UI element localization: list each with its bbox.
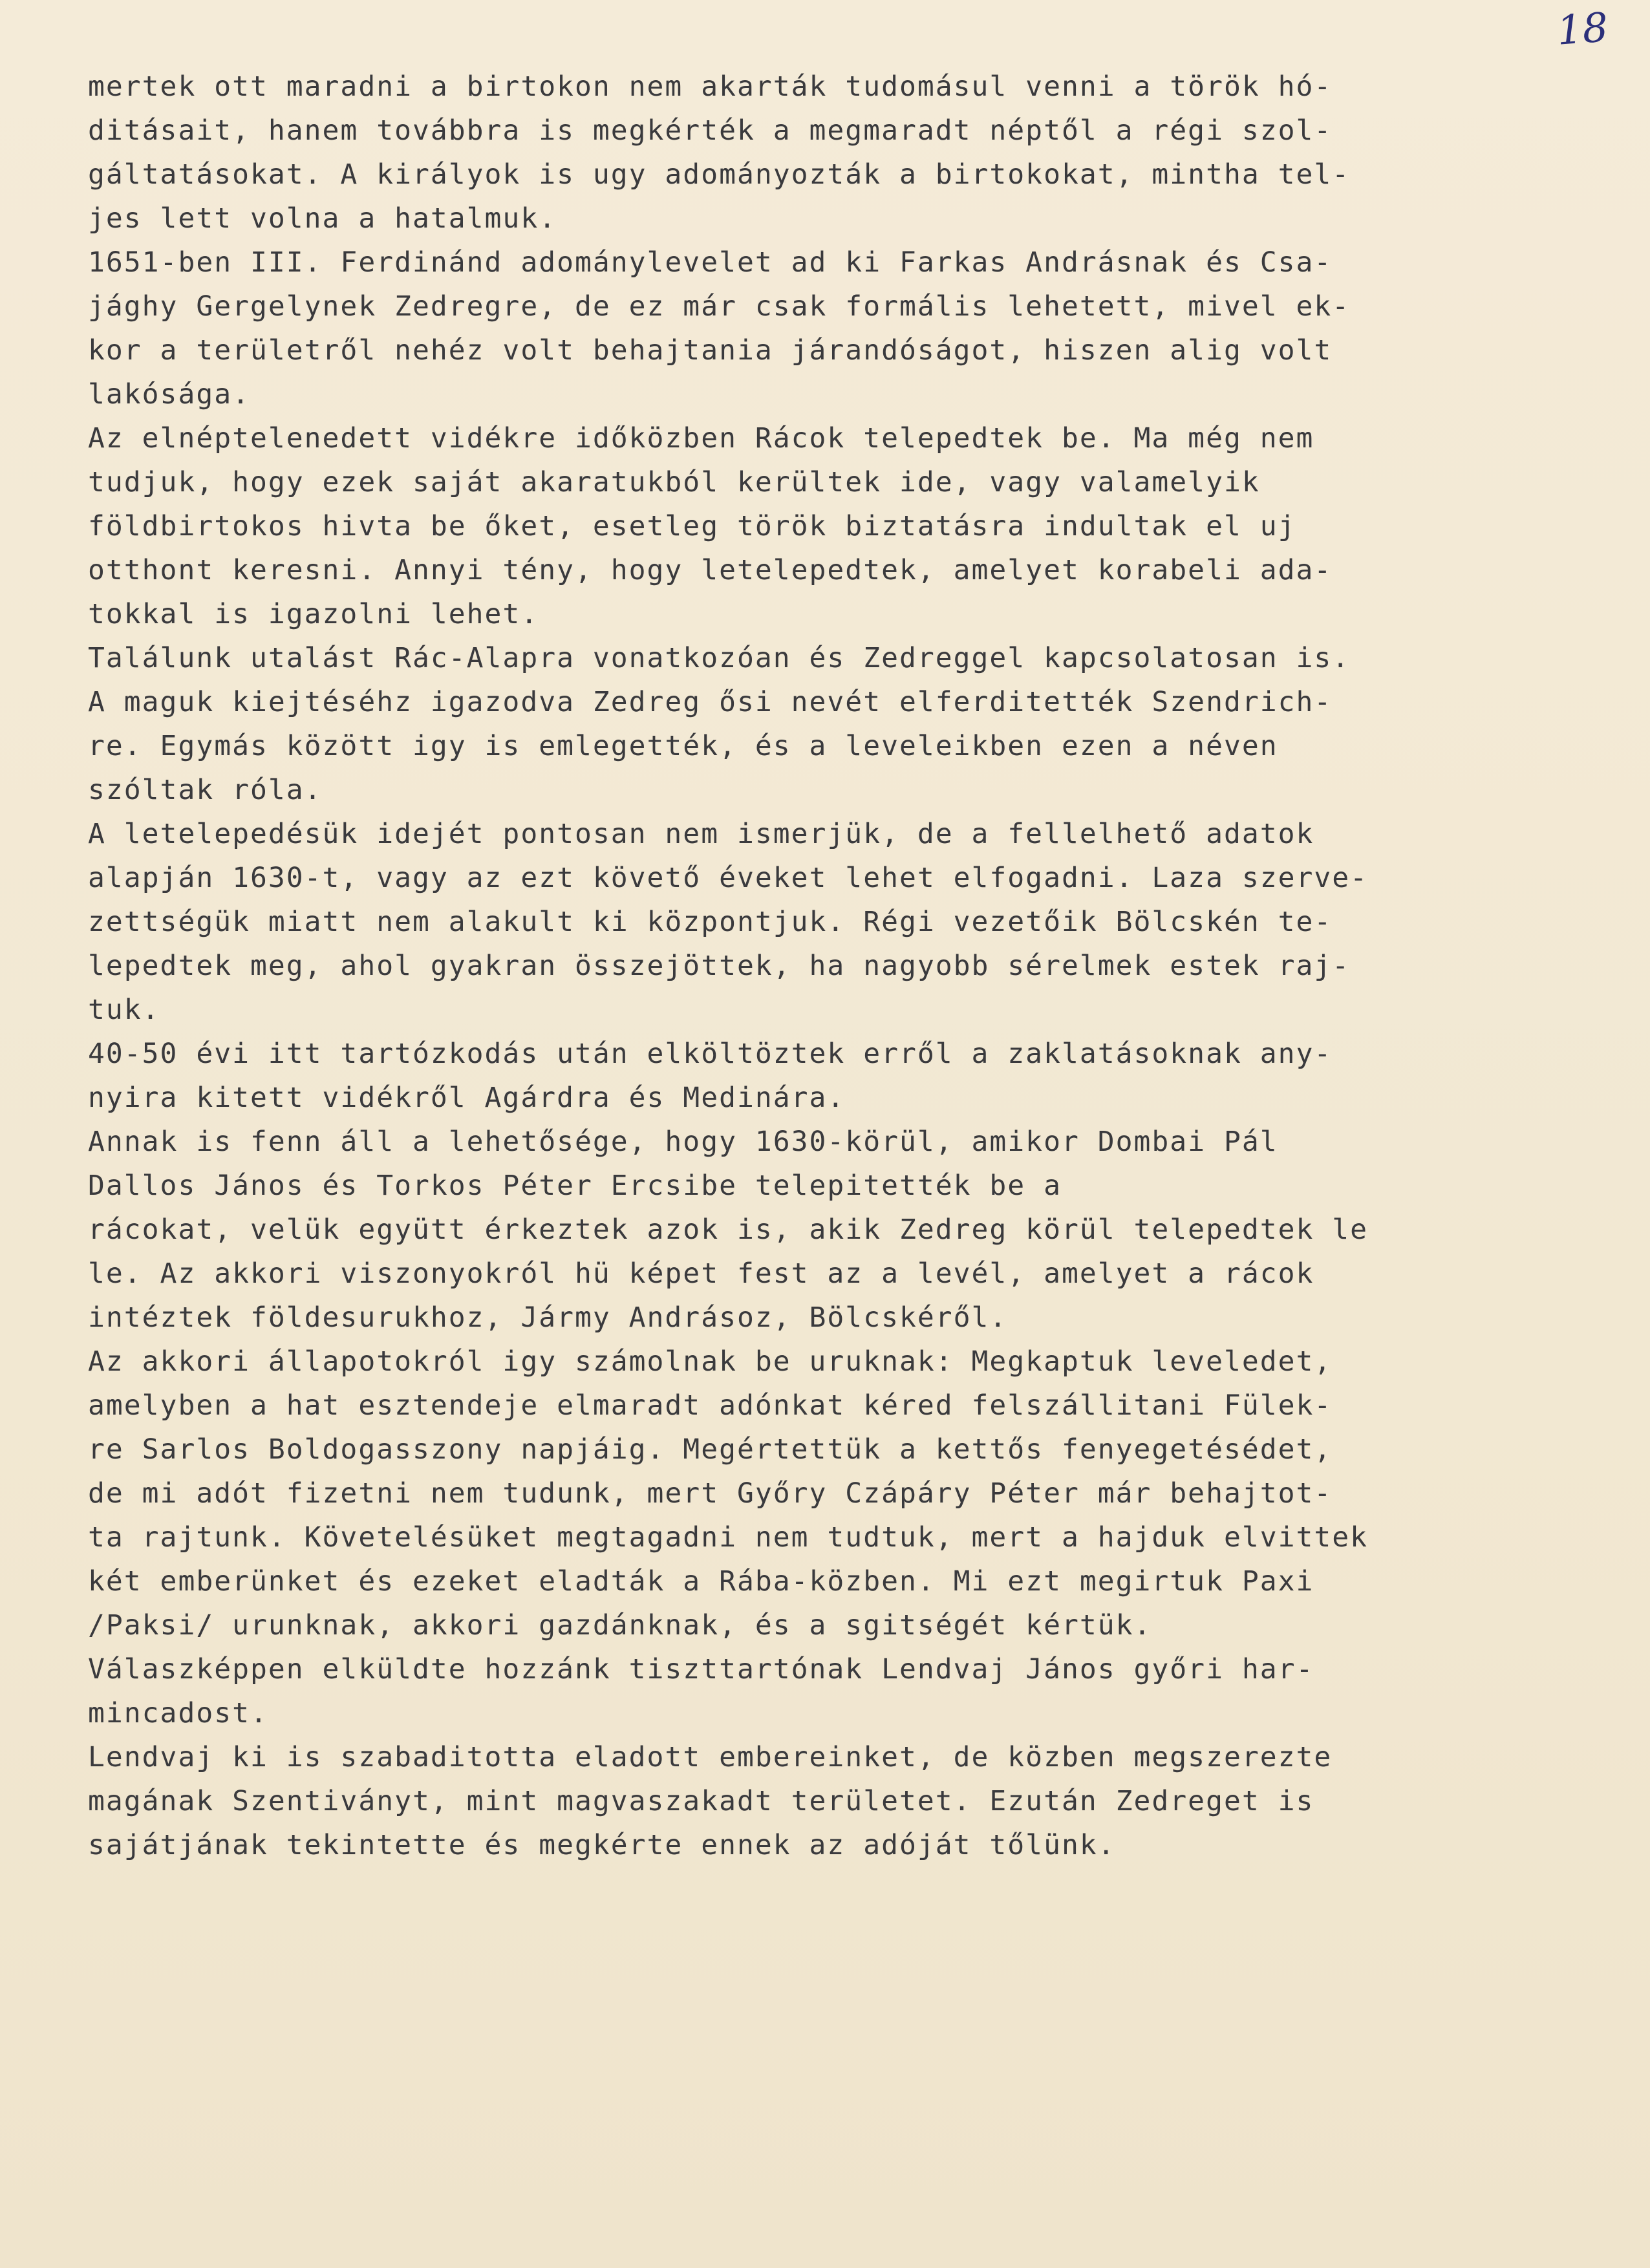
text-line: két emberünket és ezeket eladták a Rába-közben. Mi ezt megirtuk Paxi <box>88 1565 1314 1598</box>
text-line: kor a területről nehéz volt behajtania járandóságot, hiszen alig volt <box>88 334 1333 367</box>
text-line: A letelepedésük idejét pontosan nem ismerjük, de a fellelhető adatok <box>88 818 1314 850</box>
text-line: jághy Gergelynek Zedregre, de ez már csak formális lehetett, mivel ek- <box>88 290 1351 323</box>
text-line: otthont keresni. Annyi tény, hogy letelepedtek, amelyet korabeli ada- <box>88 554 1333 586</box>
text-line: zettségük miatt nem alakult ki központjuk. Régi vezetőik Bölcskén te- <box>88 906 1333 938</box>
text-line: amelyben a hat esztendeje elmaradt adónkat kéred felszállitani Fülek- <box>88 1389 1333 1422</box>
text-line: gáltatásokat. A királyok is ugy adományozták a birtokokat, mintha tel- <box>88 158 1351 191</box>
text-line: tuk. <box>88 994 160 1026</box>
text-line: nyira kitett vidékről Agárdra és Medinára. <box>88 1082 846 1114</box>
text-line: szóltak róla. <box>88 774 323 806</box>
text-line: magának Szentiványt, mint magvaszakadt területet. Ezután Zedreget is <box>88 1785 1314 1817</box>
text-line: Annak is fenn áll a lehetősége, hogy 1630-körül, amikor Dombai Pál <box>88 1126 1278 1158</box>
text-line: de mi adót fizetni nem tudunk, mert Győry Czápáry Péter már behajtot- <box>88 1477 1333 1510</box>
text-line: sajátjának tekintette és megkérte ennek az adóját tőlünk. <box>88 1829 1116 1861</box>
text-line: jes lett volna a hatalmuk. <box>88 202 557 235</box>
text-line: le. Az akkori viszonyokról hü képet fest az a levél, amelyet a rácok <box>88 1257 1314 1290</box>
text-line: tudjuk, hogy ezek saját akaratukból kerültek ide, vagy valamelyik <box>88 466 1260 498</box>
text-line: Válaszképpen elküldte hozzánk tiszttartónak Lendvaj János győri har- <box>88 1653 1314 1685</box>
text-line: re Sarlos Boldogasszony napjáig. Megértettük a kettős fenyegetésédet, <box>88 1433 1333 1466</box>
text-line: Lendvaj ki is szabaditotta eladott embereinket, de közben megszerezte <box>88 1741 1333 1773</box>
text-line: Találunk utalást Rác-Alapra vonatkozóan és Zedreggel kapcsolatosan is. <box>88 642 1351 674</box>
text-line: tokkal is igazolni lehet. <box>88 598 539 630</box>
text-line: lepedtek meg, ahol gyakran összejöttek, ha nagyobb sérelmek estek raj- <box>88 950 1351 982</box>
text-line: A maguk kiejtéséhz igazodva Zedreg ősi nevét elferditették Szendrich- <box>88 686 1333 718</box>
text-line: Az akkori állapotokról igy számolnak be uruknak: Megkaptuk leveledet, <box>88 1345 1333 1378</box>
text-line: ta rajtunk. Követelésüket megtagadni nem tudtuk, mert a hajduk elvittek <box>88 1521 1369 1554</box>
body-text <box>88 65 1569 1867</box>
text-line: ditásait, hanem továbbra is megkérték a megmaradt néptől a régi szol- <box>88 114 1333 147</box>
text-line: alapján 1630-t, vagy az ezt követő éveket lehet elfogadni. Laza szerve- <box>88 862 1369 894</box>
text-line: Dallos János és Torkos Péter Ercsibe telepitették be a <box>88 1170 1062 1202</box>
text-line: lakósága. <box>88 378 250 411</box>
text-line: Az elnéptelenedett vidékre időközben Rácok telepedtek be. Ma még nem <box>88 422 1314 455</box>
text-line: rácokat, velük együtt érkeztek azok is, akik Zedreg körül telepedtek le <box>88 1214 1369 1246</box>
text-line: 40-50 évi itt tartózkodás után elköltöztek erről a zaklatásoknak any- <box>88 1038 1333 1070</box>
page-number: 18 <box>1555 3 1610 54</box>
text-line: intéztek földesurukhoz, Jármy Andrásoz, Bölcskéről. <box>88 1301 1008 1334</box>
text-line: re. Egymás között igy is emlegették, és a leveleikben ezen a néven <box>88 730 1278 762</box>
text-line: 1651-ben III. Ferdinánd adománylevelet ad ki Farkas Andrásnak és Csa- <box>88 246 1333 279</box>
text-line: /Paksi/ urunknak, akkori gazdánknak, és a sgitségét kértük. <box>88 1609 1152 1642</box>
text-line: földbirtokos hivta be őket, esetleg török biztatásra indultak el uj <box>88 510 1296 542</box>
text-line: mincadost. <box>88 1697 268 1729</box>
text-line: mertek ott maradni a birtokon nem akarták tudomásul venni a török hó- <box>88 70 1333 103</box>
